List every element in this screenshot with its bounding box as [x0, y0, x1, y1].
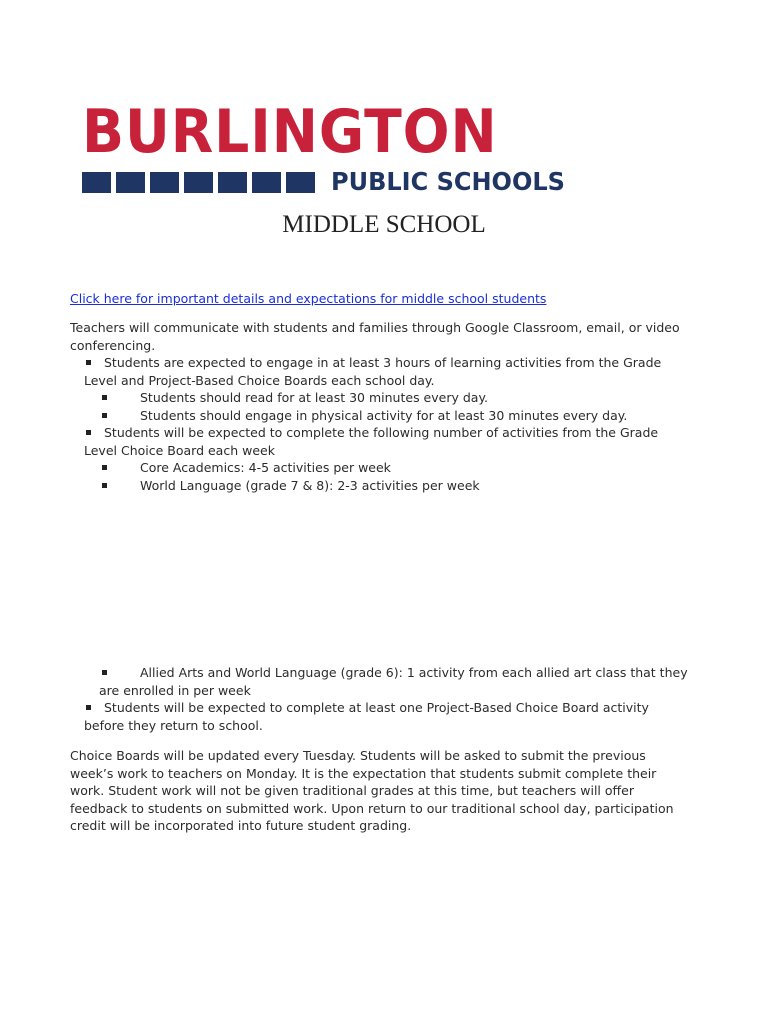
list-item: Students will be expected to complete at least one Project-Based Choice Board activity before they return to school. — [84, 700, 649, 733]
list-item: World Language (grade 7 & 8): 2-3 activities per week — [70, 477, 690, 495]
intro-section — [70, 319, 690, 494]
list-item: Students should read for at least 30 minutes every day. — [70, 389, 690, 407]
logo-wordmark: BURLINGTON — [82, 97, 498, 167]
bullet-icon — [86, 360, 91, 365]
bullet-icon — [102, 413, 107, 418]
closing-paragraph: Choice Boards will be updated every Tuesday. Students will be asked to submit the previous week’s work to teachers on Monday. It is the expectation that students submit complete their work. Student work will not be given traditional grades at this time, but teachers will offer feedback to students on submitted work. Upon return to our traditional school day, participation credit will be incorporated into future student grading. — [70, 748, 674, 833]
second-list-section — [70, 664, 690, 734]
bullet-icon — [102, 483, 107, 488]
district-logo — [82, 97, 622, 196]
list-item: Students should engage in physical activity for at least 30 minutes every day. — [70, 407, 690, 425]
logo-subtitle: PUBLIC SCHOOLS — [331, 167, 565, 196]
logo-subline — [82, 167, 622, 196]
list-item: Students will be expected to complete the following number of activities from the Grade Level Choice Board each week — [84, 425, 659, 458]
bullet-icon — [102, 465, 107, 470]
bullet-icon — [86, 705, 91, 710]
list-item: Core Academics: 4-5 activities per week — [70, 459, 690, 477]
details-link-block — [70, 290, 690, 308]
list-item: Students are expected to engage in at least 3 hours of learning activities from the Grade Level and Project-Based Choice Boards each school day. — [84, 355, 662, 388]
closing-section — [70, 747, 690, 835]
bullet-icon — [86, 430, 91, 435]
bullet-icon — [102, 395, 107, 400]
details-link[interactable]: Click here for important details and expectations for middle school students — [70, 291, 547, 306]
intro-paragraph: Teachers will communicate with students and families through Google Classroom, email, or video conferencing. — [70, 320, 680, 353]
bullet-icon — [102, 670, 107, 675]
page-subtitle: MIDDLE SCHOOL — [282, 211, 486, 238]
list-item: Allied Arts and World Language (grade 6): 1 activity from each allied art class that they are enrolled in per week — [99, 665, 688, 698]
